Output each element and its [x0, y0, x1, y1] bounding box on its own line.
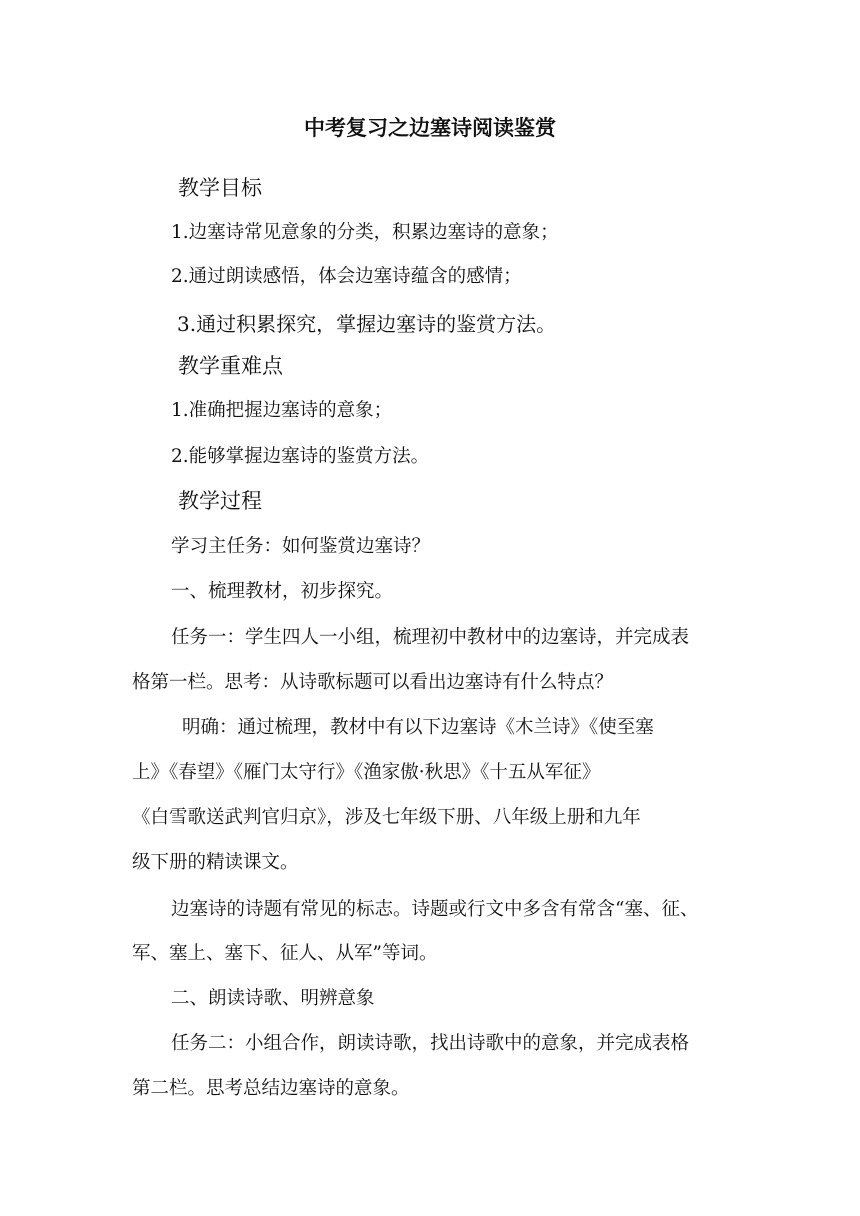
goal-item-2: 2.通过朗读感悟，体会边塞诗蕴含的感情； [171, 266, 522, 287]
signs-line-1: 边塞诗的诗题有常见的标志。诗题或行文中多含有常含“塞、征、 [171, 899, 699, 920]
key-point-item-1: 1.准确把握边塞诗的意象； [171, 400, 393, 421]
section-heading-goals: 教学目标 [178, 176, 262, 200]
task2-line-1: 任务二：小组合作，朗读诗歌，找出诗歌中的意象，并完成表格 [171, 1033, 690, 1054]
clarify-line-4: 级下册的精读课文。 [132, 852, 299, 873]
step2-heading: 二、朗读诗歌、明辨意象 [171, 988, 375, 1009]
signs-line-2: 军、塞上、塞下、征人、从军”等词。 [132, 943, 438, 964]
clarify-line-3: 《白雪歌送武判官归京》，涉及七年级下册、八年级上册和九年 [132, 807, 641, 828]
task1-line-2: 格第一栏。思考：从诗歌标题可以看出边塞诗有什么特点？ [132, 672, 614, 693]
main-task-line: 学习主任务：如何鉴赏边塞诗？ [171, 536, 431, 557]
goal-item-1: 1.边塞诗常见意象的分类，积累边塞诗的意象； [171, 222, 559, 243]
task1-line-1: 任务一：学生四人一小组，梳理初中教材中的边塞诗，并完成表 [171, 627, 690, 648]
section-heading-process: 教学过程 [178, 489, 262, 513]
clarify-line-1: 明确：通过梳理，教材中有以下边塞诗《木兰诗》《使至塞 [182, 717, 654, 738]
document-title: 中考复习之边塞诗阅读鉴赏 [304, 116, 556, 140]
clarify-line-2: 上》《春望》《雁门太守行》《渔家傲·秋思》《十五从军征》 [132, 762, 601, 783]
step1-heading: 一、梳理教材，初步探究。 [171, 581, 394, 602]
goal-item-3: 3.通过积累探究，掌握边塞诗的鉴赏方法。 [177, 312, 557, 336]
key-point-item-2: 2.能够掌握边塞诗的鉴赏方法。 [171, 446, 430, 467]
task2-line-2: 第二栏。思考总结边塞诗的意象。 [132, 1078, 410, 1099]
section-heading-key-points: 教学重难点 [178, 354, 283, 378]
